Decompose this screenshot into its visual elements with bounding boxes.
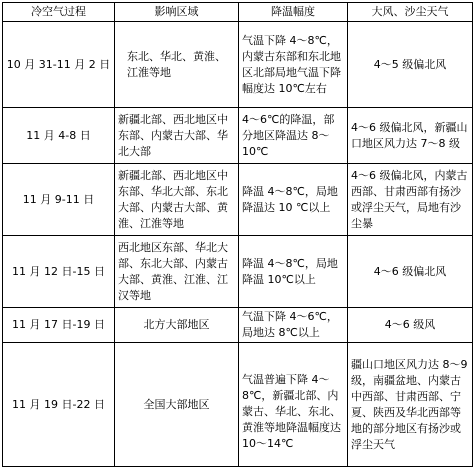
table-row bbox=[3, 343, 473, 467]
cell-wind: 4～6 级偏北风，内蒙古西部、甘肃西部有扬沙或浮尘天气，局地有沙尘暴 bbox=[348, 164, 473, 236]
table-row bbox=[3, 108, 473, 164]
table-header-row bbox=[3, 3, 473, 22]
cell-region: 西北地区东部、华北大部、东北大部、内蒙古大部、黄淮、江淮、江汉等地 bbox=[115, 236, 239, 308]
cell-period: 10 月 31-11 月 2 日 bbox=[3, 22, 115, 108]
cell-region: 北方大部地区 bbox=[115, 308, 239, 343]
cold-air-table bbox=[2, 2, 473, 467]
header-period: 冷空气过程 bbox=[3, 3, 115, 22]
cell-wind: 4～5 级偏北风 bbox=[348, 22, 473, 108]
cell-cooling: 气温下降 4～8℃，内蒙古东部和东北地区北部局地气温下降幅度达 10℃左右 bbox=[239, 22, 348, 108]
cell-wind: 疆山口地区风力达 8～9 级，南疆盆地、内蒙古中西部、甘肃西部、宁夏、陕西及华北西部等地的部分地区有扬沙或浮尘天气 bbox=[348, 343, 473, 467]
cell-wind: 4～6 级偏北风 bbox=[348, 236, 473, 308]
cell-period: 11 月 17 日-19 日 bbox=[3, 308, 115, 343]
cell-cooling: 气温普遍下降 4～8℃，新疆北部、内蒙古、华北、东北、黄淮等地降温幅度达 10～14℃ bbox=[239, 343, 348, 467]
header-wind: 大风、沙尘天气 bbox=[348, 3, 473, 22]
cell-period: 11 月 12 日-15 日 bbox=[3, 236, 115, 308]
cell-cooling: 降温 4～8℃，局地降温 10℃以上 bbox=[239, 236, 348, 308]
table-row bbox=[3, 22, 473, 108]
header-cooling: 降温幅度 bbox=[239, 3, 348, 22]
table-row bbox=[3, 236, 473, 308]
table-row bbox=[3, 308, 473, 343]
cell-period: 11 月 9-11 日 bbox=[3, 164, 115, 236]
cell-cooling: 气温下降 4～6℃，局地达 8℃以上 bbox=[239, 308, 348, 343]
cell-region: 东北、华北、黄淮、江淮等地 bbox=[115, 22, 239, 108]
cell-period: 11 月 19 日-22 日 bbox=[3, 343, 115, 467]
cell-period: 11 月 4-8 日 bbox=[3, 108, 115, 164]
cell-wind: 4～6 级风 bbox=[348, 308, 473, 343]
cell-cooling: 降温 4～8℃，局地降温达 10 ℃以上 bbox=[239, 164, 348, 236]
cell-region: 新疆北部、西北地区中东部、华北大部、东北大部、内蒙古大部、黄淮、江淮等地 bbox=[115, 164, 239, 236]
cell-region: 新疆北部、西北地区中东部、内蒙古大部、华北大部 bbox=[115, 108, 239, 164]
cell-cooling: 4～6℃的降温，部分地区降温达 8～10℃ bbox=[239, 108, 348, 164]
table-row bbox=[3, 164, 473, 236]
header-region: 影响区域 bbox=[115, 3, 239, 22]
cell-wind: 4～6 级偏北风，新疆山口地区风力达 7～8 级 bbox=[348, 108, 473, 164]
cell-region: 全国大部地区 bbox=[115, 343, 239, 467]
